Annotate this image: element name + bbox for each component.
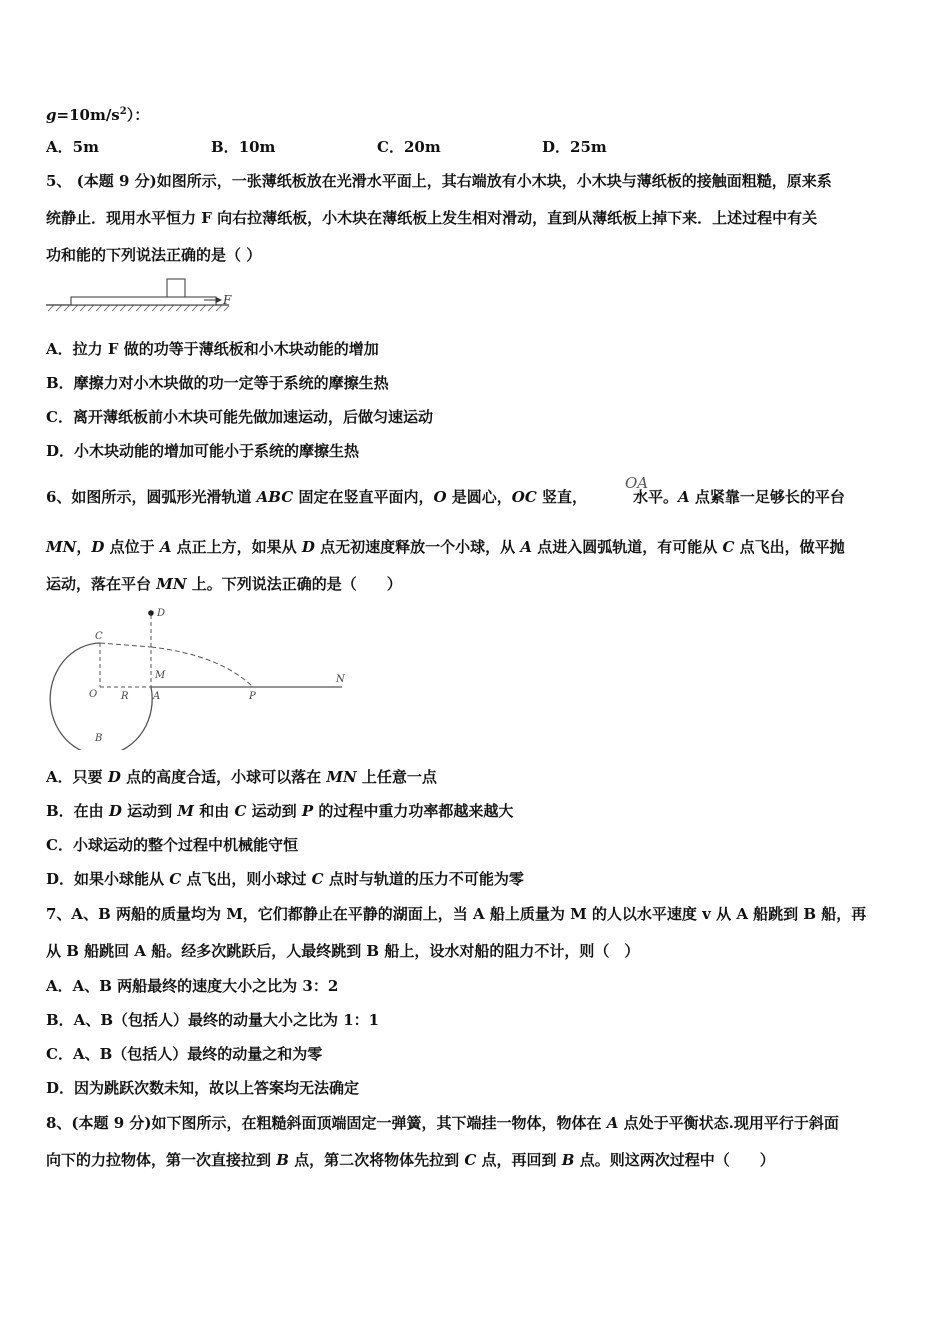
q6-label-c: C: [95, 631, 103, 642]
q4-option-b[interactable]: [211, 137, 275, 157]
q6-label-p: P: [249, 691, 256, 702]
q4-given-value: =10m/s: [56, 106, 120, 124]
q8-stem-line-2: 向下的力拉物体，第一次直接拉到 B 点，第二次将物体先拉到 C 点，再回到 B 点。则这两次过程中（ ）: [46, 1151, 775, 1169]
q8-stem-line-1: 8、(本题 9 分)如下图所示，在粗糙斜面顶端固定一弹簧，其下端挂一物体，物体在 A 点处于平衡状态.现用平行于斜面: [46, 1114, 839, 1132]
q6-label-d: D: [157, 608, 166, 619]
q5-wood-block: [167, 279, 185, 297]
q6-label-n: N: [336, 674, 345, 685]
q6-option-b[interactable]: B．在由 D 运动到 M 和由 C 运动到 P 的过程中重力功率都越来越大: [46, 802, 514, 820]
q6-option-c[interactable]: C．小球运动的整个过程中机械能守恒: [46, 836, 298, 854]
q5-paper-board: [71, 297, 216, 305]
q6-ball-d: [148, 610, 154, 616]
q6-c-level-line: [100, 643, 151, 647]
q4-option-c-text: 20m: [403, 138, 441, 156]
q7-stem-line-2: 从 B 船跳回 A 船。经多次跳跃后，人最终跳到 B 船上，设水对船的阻力不计，则（ ）: [46, 942, 640, 960]
q6-stem-line-3: 运动，落在平台 MN 上。下列说法正确的是（ ）: [46, 575, 402, 593]
q6-option-a[interactable]: A．只要 D 点的高度合适，小球可以落在 MN 上任意一点: [46, 768, 437, 786]
q6-trajectory: [151, 647, 253, 687]
q5-figure: [44, 276, 234, 316]
q6-label-r: R: [121, 691, 129, 702]
q4-given-tail: ）：: [126, 106, 150, 124]
q4-option-b-text: 10m: [238, 138, 276, 156]
q7-option-d[interactable]: D．因为跳跃次数未知，故以上答案均无法确定: [46, 1079, 360, 1097]
q4-option-c-label: C．: [377, 138, 404, 156]
q4-option-d-label: D．: [542, 138, 571, 156]
q7-option-b[interactable]: B．A、B（包括人）最终的动量大小之比为 1：1: [46, 1011, 380, 1029]
q4-option-d[interactable]: [542, 137, 607, 157]
q5-force-label: F: [223, 293, 232, 307]
q5-ground-hatch: [48, 305, 229, 311]
q5-stem-line-3: 功和能的下列说法正确的是（ ）: [46, 246, 262, 264]
q4-option-a-label: A．: [46, 138, 73, 156]
q6-label-o: O: [89, 689, 98, 700]
q5-option-b[interactable]: B．摩擦力对小木块做的功一定等于系统的摩擦生热: [46, 374, 389, 392]
q7-stem-line-1: 7、A、B 两船的质量均为 M，它们都静止在平静的湖面上，当 A 船上质量为 M 的人以水平速度 v 从 A 船跳到 B 船，再: [46, 905, 867, 923]
q6-stem-line-1: 6、如图所示，圆弧形光滑轨道 ABC 固定在竖直平面内，O 是圆心，OC 竖直， 水平。A 点紧靠一足够长的平台: [46, 488, 845, 506]
q6-figure: [40, 605, 360, 750]
q6-label-m: M: [155, 670, 166, 681]
q4-given-exponent: 2: [119, 106, 127, 117]
q6-oa-symbol: OA: [625, 474, 649, 492]
q6-label-a: A: [153, 691, 161, 702]
q4-option-a[interactable]: [46, 137, 99, 157]
q4-option-a-text: 5m: [72, 138, 99, 156]
q4-option-d-text: 25m: [570, 138, 607, 156]
q7-option-c[interactable]: C．A、B（包括人）最终的动量之和为零: [46, 1045, 323, 1063]
q5-stem-line-1: 5、 (本题 9 分)如图所示，一张薄纸板放在光滑水平面上，其右端放有小木块，小木块与薄纸板的接触面粗糙，原来系: [46, 172, 832, 190]
q4-given-var: g: [46, 106, 57, 124]
q5-option-c[interactable]: C．离开薄纸板前小木块可能先做加速运动，后做匀速运动: [46, 408, 433, 426]
q4-given-line: [46, 102, 149, 125]
q4-option-c[interactable]: [377, 137, 441, 157]
q5-option-d[interactable]: D．小木块动能的增加可能小于系统的摩擦生热: [46, 442, 360, 460]
q5-force-arrowhead: [216, 297, 222, 303]
q7-option-a[interactable]: A．A、B 两船最终的速度大小之比为 3：2: [46, 977, 339, 995]
q4-option-b-label: B．: [211, 138, 239, 156]
q6-label-b: B: [95, 733, 103, 744]
q5-option-a[interactable]: A．拉力 F 做的功等于薄纸板和小木块动能的增加: [46, 340, 379, 358]
q6-option-d[interactable]: D．如果小球能从 C 点飞出，则小球过 C 点时与轨道的压力不可能为零: [46, 870, 524, 888]
q6-stem-line-2: MN，D 点位于 A 点正上方，如果从 D 点无初速度释放一个小球，从 A 点进入圆弧轨道，有可能从 C 点飞出，做平抛: [46, 538, 845, 556]
q5-stem-line-2: 统静止．现用水平恒力 F 向右拉薄纸板，小木块在薄纸板上发生相对滑动，直到从薄纸板上掉下来．上述过程中有关: [46, 209, 818, 227]
